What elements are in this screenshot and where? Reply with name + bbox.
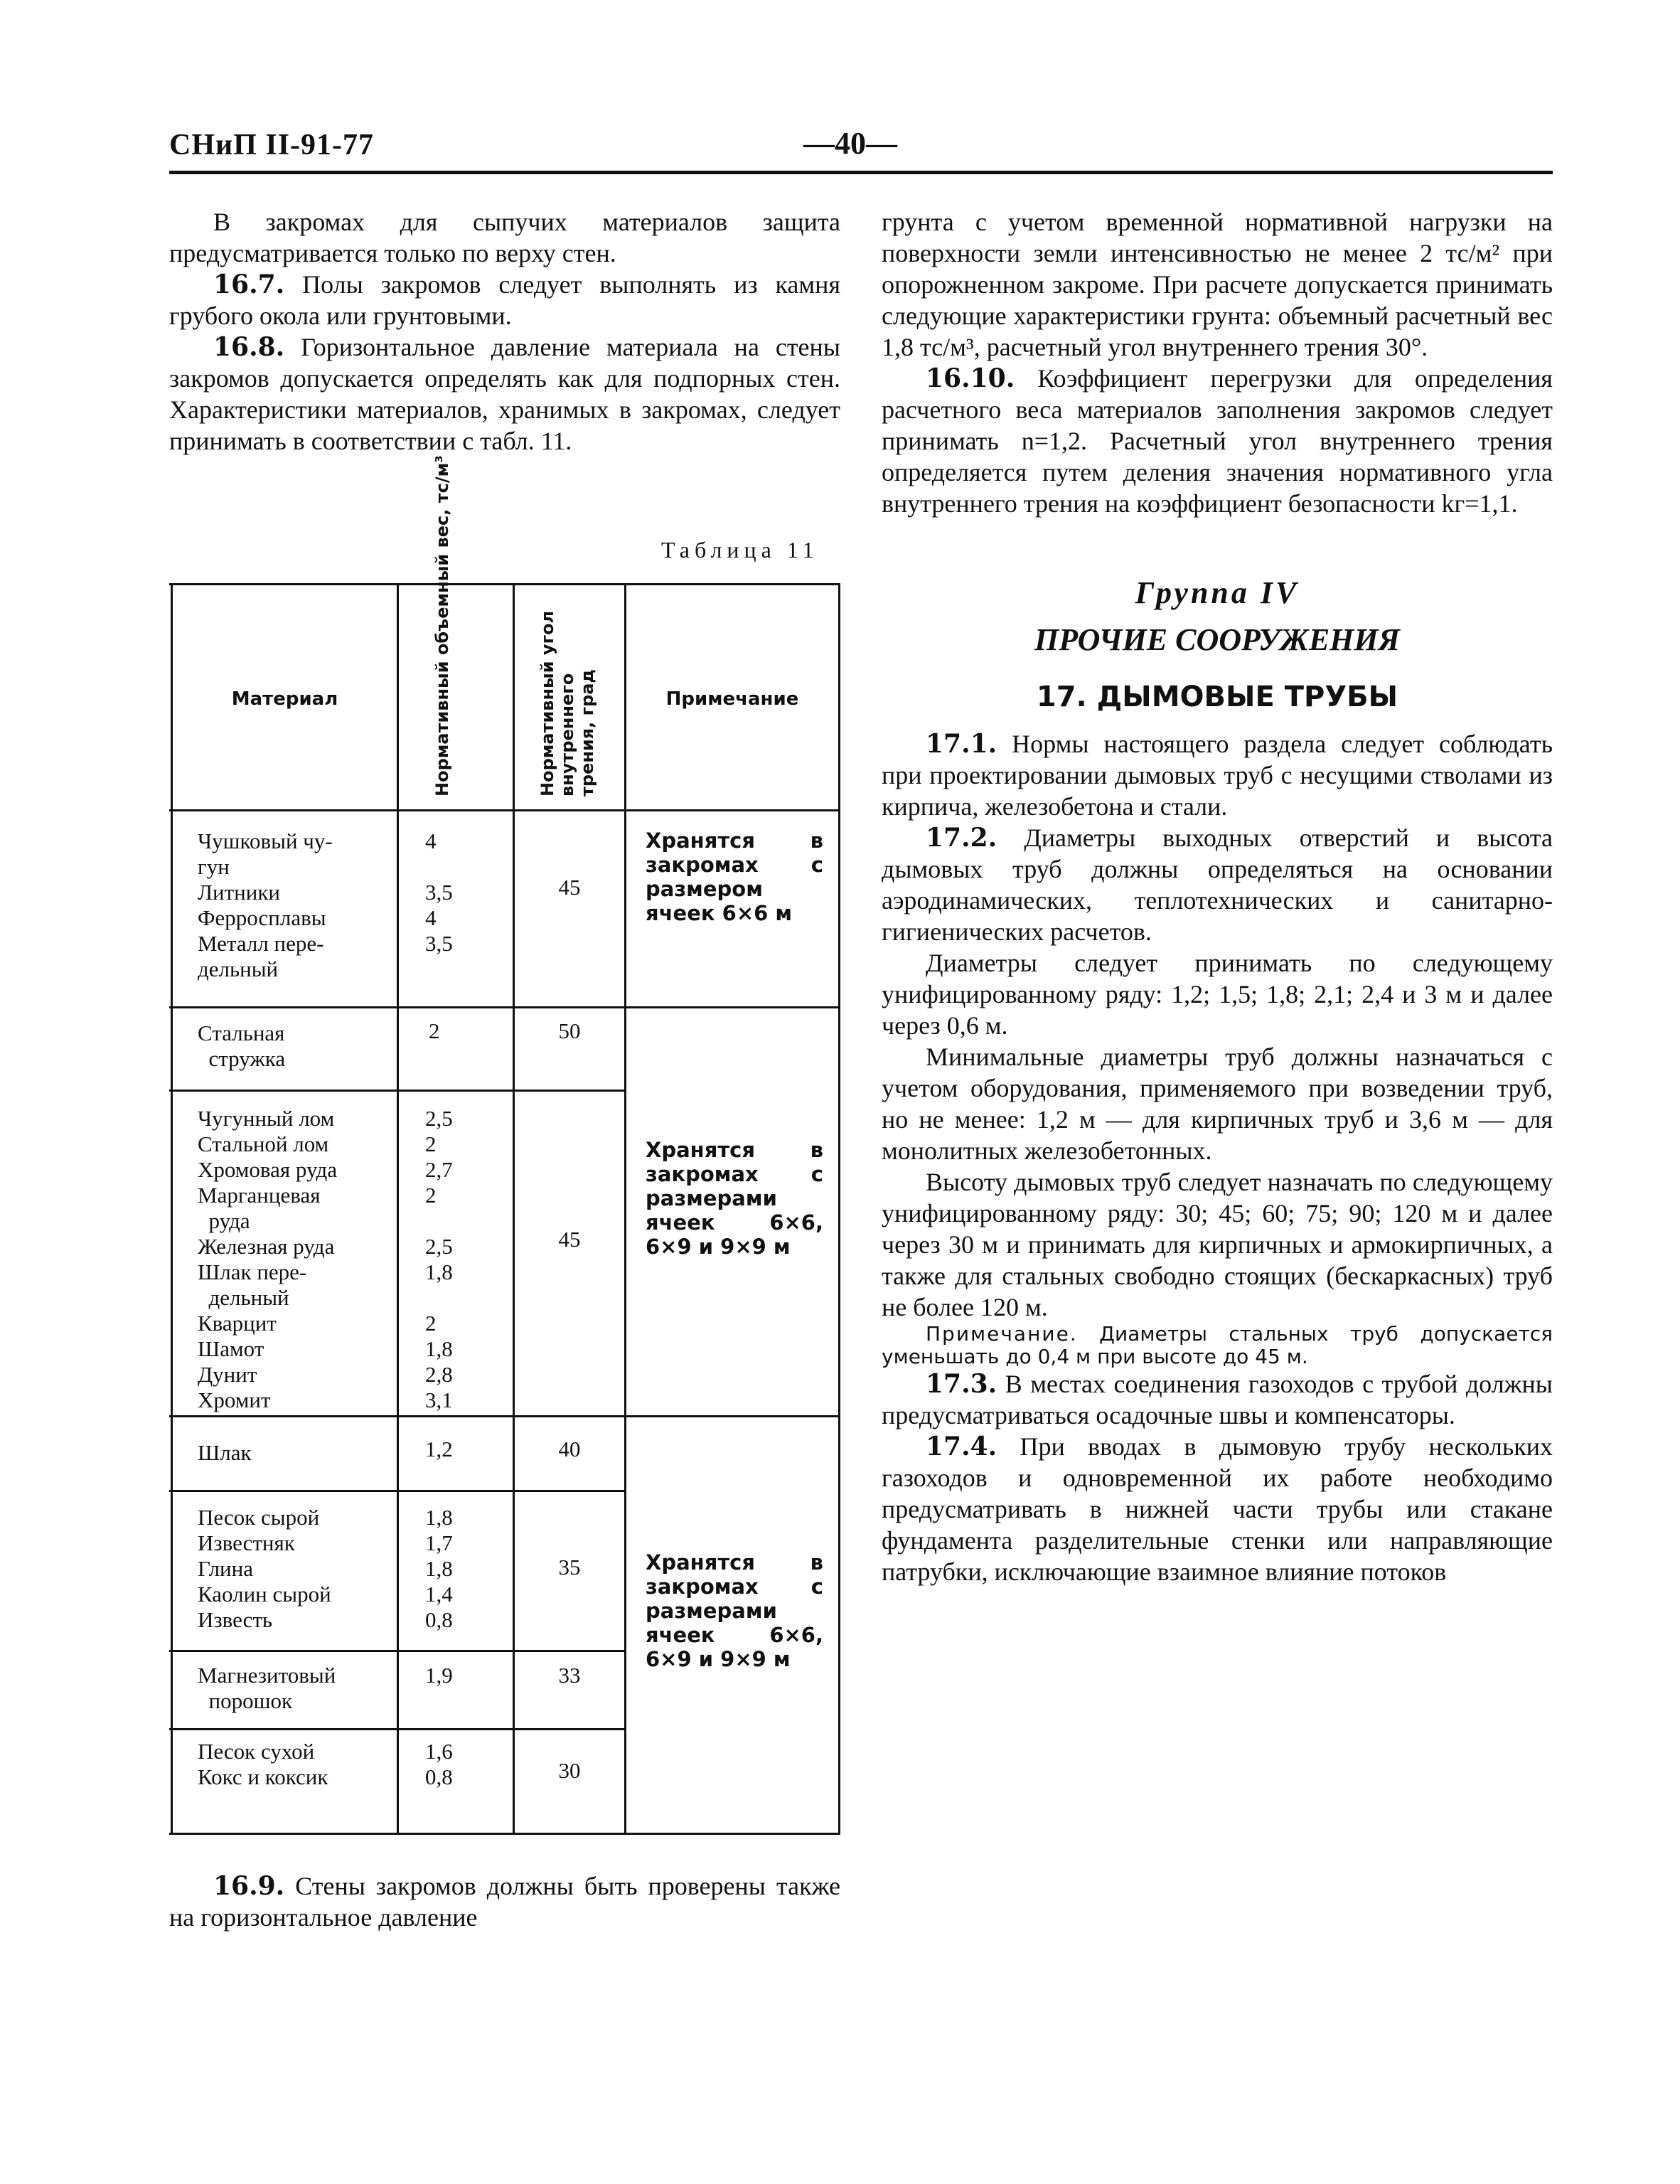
group-subtitle: ПРОЧИЕ СООРУЖЕНИЯ [1034,622,1400,657]
angle-value: 40 [558,1437,581,1461]
table-left-rule [171,583,173,1835]
paragraph-17-3 [882,1368,1553,1431]
material-list: Чушковый чу- гун Литники Ферросплавы Металл пере- дельный [198,829,333,981]
weight-values: 1,6 0,8 [425,1739,453,1789]
storage-note: Хранятся в закромах с размерами ячеек 6×6, 6×9 и 9×9 м [646,1138,823,1259]
header-note: Примечание [665,688,799,710]
material-list: Песок сырой Известняк Глина Каолин сырой Известь [198,1505,331,1632]
clause-number: 16.8. [213,332,285,362]
clause-text: Полы закромов следует выполнять из камня грубого окола или грунтовыми. [169,270,840,330]
material-list: Песок сухой Кокс и коксик [198,1739,328,1789]
group-title: Группа IV [1135,575,1300,610]
angle-value: 33 [558,1663,581,1688]
header-material: Материал [231,688,338,710]
paragraph-16-7 [169,269,840,331]
header-rule [169,171,1553,174]
clause-text: Горизонтальное давление материала на стены закромов допускается определять как для подпорных стен. Характеристики материалов, хранимых в закромах, следует принимать в соответствии с табл. 11. [169,333,840,455]
weight-values: 4 3,5 4 3,5 [425,829,453,956]
angle-value: 45 [558,1227,581,1252]
weight-values: 1,2 [425,1437,453,1461]
remark-label: Примечание. [926,1322,1078,1346]
paragraph-17-1 [882,728,1553,822]
paragraph-17-2 [882,822,1553,947]
header-weight-text: Нормативный объемный вес, тс/м³ [432,455,452,797]
weight-values: 2,5 2 2,7 2 2,5 1,8 2 1,8 2,8 3,1 [425,1106,453,1412]
angle-value: 30 [558,1758,581,1783]
left-column-bottom [169,1870,840,1933]
paragraph-heights: Высоту дымовых труб следует назначать по следующему унифицированному ряду: 30; 45; 60; 75; 90; 120 м и далее через 30 м и принимать для кирпичных и армокирпичных, а также для стальных свободно стоящих (бескаркасных) труб не более 120 м. [882,1168,1553,1321]
remark-text: Диаметры стальных труб допускается уменьшать до 0,4 м при высоте до 45 м. [882,1322,1553,1368]
table-caption: Таблица 11 [661,537,819,563]
row-separator [169,1650,626,1652]
table-col-rule [397,583,399,1835]
clause-number: 17.1. [926,729,997,759]
angle-value: 45 [558,875,581,900]
paragraph-16-8 [169,331,840,457]
clause-text: Стены закромов должны быть проверены также на горизонтальное давление [169,1872,840,1932]
table-col-rule [513,583,515,1835]
table-right-rule [838,583,840,1835]
paragraph-16-9 [169,1870,840,1933]
table-top-rule [169,583,840,585]
paragraph-17-4 [882,1431,1553,1587]
document-code: СНиП II-91-77 [169,129,375,161]
spacer [882,656,1553,681]
row-separator [169,1490,626,1492]
clause-text: При вводах в дымовую трубу нескольких газоходов и одновременной их работе необходимо предусматривать в нижней части трубы или стакане фундамента разделительные стенки или направляющие патрубки, исключающие взаимное влияние потоков [882,1432,1553,1586]
header-weight [432,455,452,797]
clause-number: 16.9. [213,1871,285,1901]
page-number: —40— [803,126,897,161]
clause-number: 17.3. [926,1369,997,1399]
header-angle-text: Нормативный угол внутреннего трения, град [537,610,597,797]
clause-text: Нормы настоящего раздела следует соблюдать при проектировании дымовых труб с несущими стволами из кирпича, железобетона и стали. [882,730,1553,821]
table-col-rule [624,583,626,1835]
table-header-rule [169,809,840,811]
clause-number: 17.4. [926,1432,997,1461]
remark [882,1323,1553,1368]
paragraph-16-10 [882,363,1553,519]
clause-text: Диаметры выходных отверстий и высота дымовых труб должны определяться на основании аэродинамических, теплотехнических и санитарно-гигиенических расчетов. [882,824,1553,946]
section-title: 17. ДЫМОВЫЕ ТРУБЫ [1036,681,1398,713]
weight-values: 2 [429,1018,440,1043]
row-separator [169,1090,626,1092]
weight-values: 1,8 1,7 1,8 1,4 0,8 [425,1505,453,1632]
left-column [169,206,840,457]
header-angle [537,597,597,797]
spacer [882,519,1553,577]
clause-number: 16.10. [926,363,1015,393]
storage-note: Хранятся в закромах с размером ячеек 6×6 м [646,829,823,925]
clause-text: В местах соединения газоходов с трубой должны предусматриваться осадочные швы и компенсаторы. [882,1370,1553,1429]
row-separator [169,1415,840,1417]
table-bottom-rule [169,1833,840,1835]
clause-number: 17.2. [926,823,997,853]
paragraph-diameters: Диаметры следует принимать по следующему унифицированному ряду: 1,2; 1,5; 1,8; 2,1; 2,4 и 3 м и далее через 0,6 м. [882,949,1553,1040]
row-separator [169,1006,840,1008]
spacer [882,713,1553,728]
material-list: Чугунный лом Стальной лом Хромовая руда Марганцевая руда Железная руда Шлак пере- дельный Кварцит Шамот Дунит Хромит [198,1106,338,1412]
right-column [882,206,1553,1587]
material-list: Шлак [198,1440,252,1465]
angle-value: 50 [558,1018,581,1043]
weight-values: 1,9 [425,1663,453,1688]
angle-value: 35 [558,1555,581,1580]
clause-text: Коэффициент перегрузки для определения расчетного веса материалов заполнения закромов следует принимать n=1,2. Расчетный угол внутреннего трения определяется путем деления значения нормативного угла внутреннего трения на коэффициент безопасности kг=1,1. [882,364,1553,518]
paragraph-continuation: грунта с учетом временной нормативной нагрузки на поверхности земли интенсивностью не менее 2 тс/м² при опорожненном закроме. При расчете допускается принимать следующие характеристики грунта: объемный расчетный вес 1,8 тс/м³, расчетный угол внутреннего трения 30°. [882,208,1553,361]
paragraph-storage-protection: В закромах для сыпучих материалов защита предусматривается только по верху стен. [169,208,840,267]
material-list: Стальная стружка [198,1021,286,1071]
storage-note: Хранятся в закромах с размерами ячеек 6×6, 6×9 и 9×9 м [646,1550,823,1671]
paragraph-min-diameters: Минимальные диаметры труб должны назначаться с учетом оборудования, применяемого при возведении труб, но не менее: 1,2 м — для кирпичных труб и 3,6 м — для монолитных железобетонных. [882,1043,1553,1165]
clause-number: 16.7. [213,270,285,299]
row-separator [169,1728,626,1730]
material-list: Магнезитовый порошок [198,1663,336,1713]
